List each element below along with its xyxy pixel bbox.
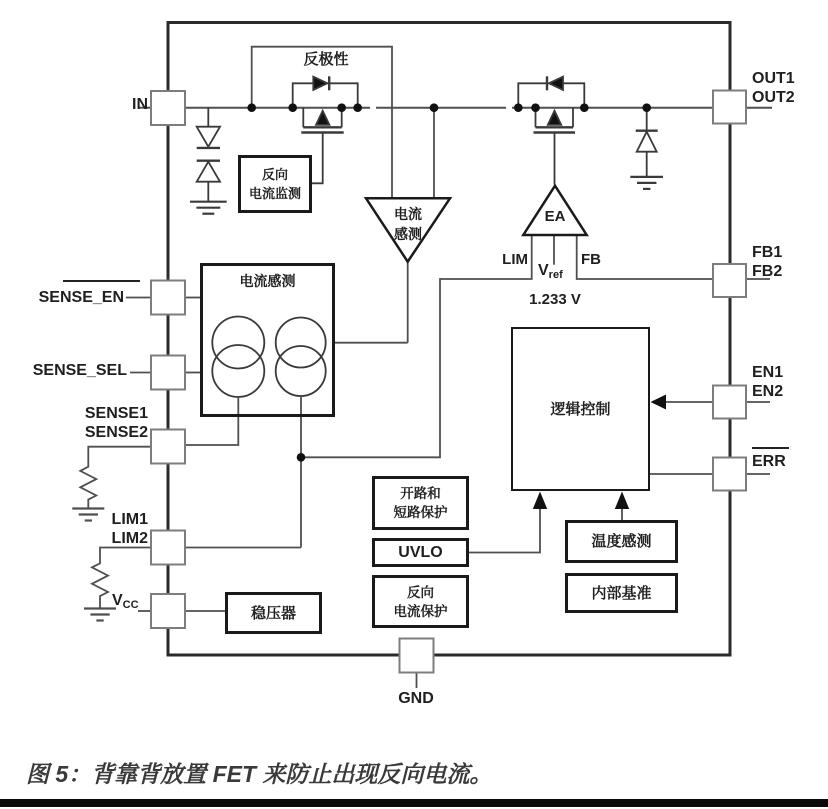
input-clamp-diodes: [190, 108, 227, 214]
pin-sense-sel-square: [151, 356, 185, 390]
pin-label-out: OUT1 OUT2: [752, 70, 795, 106]
ea-lim-label: LIM: [502, 251, 528, 268]
current-sense-box: [200, 263, 335, 417]
pin-label-in: IN: [132, 96, 148, 113]
block-label: 温度感测: [591, 533, 652, 550]
reverse-current-protection-box: [372, 575, 469, 628]
pin-label-gnd: GND: [398, 690, 434, 707]
pin-sense-square: [151, 430, 185, 464]
pin-label-fb: FB1 FB2: [752, 244, 783, 280]
diode-up-symbol: [637, 132, 657, 152]
block-label: 电流保护: [393, 603, 448, 619]
ea-fb-label: FB: [581, 251, 601, 268]
reverse-current-monitor-box: [238, 155, 312, 213]
fet2-body-diode: [549, 77, 563, 90]
temp-arrowhead: [615, 492, 629, 510]
vref-value-label: 1.233 V: [529, 291, 581, 308]
fet1-body-diode: [313, 77, 327, 90]
reverse-polarity-label: 反极性: [303, 51, 349, 68]
figure-caption: 图 5：背靠背放置 FET 来防止出现反向电流。: [26, 761, 493, 787]
diode-up-symbol: [197, 162, 220, 182]
fet1-arrow: [316, 111, 329, 125]
regulator-box: [225, 592, 322, 634]
error-amp-label: EA: [544, 208, 566, 225]
current-sense-outputs: [185, 396, 301, 548]
current-sense-amp-label: 电流 感测: [394, 206, 422, 242]
block-label: 反向: [261, 167, 288, 182]
pin-lim-square: [151, 531, 185, 565]
sense-resistor: [80, 447, 151, 509]
block-label: 电流感测: [239, 273, 296, 289]
pin-label-sense: SENSE1 SENSE2: [84, 405, 148, 441]
internal-reference-box: [565, 573, 678, 613]
en-arrowhead: [651, 395, 667, 410]
fet2-arrow: [548, 111, 561, 125]
open-short-protection-box: [372, 476, 469, 530]
sense-en-overline: [63, 280, 140, 282]
pin-en-square: [713, 386, 746, 419]
logic-control-box: [511, 327, 650, 491]
diode-down-symbol: [197, 127, 220, 147]
block-label: 短路保护: [393, 505, 448, 520]
pin-label-lim: LIM1 LIM2: [111, 511, 148, 547]
pin-out-square: [713, 91, 746, 124]
block-label: 电流监测: [248, 186, 301, 201]
block-label: 反向: [407, 584, 434, 600]
block-label: 稳压器: [250, 604, 296, 622]
pin-label-en: EN1 EN2: [752, 364, 784, 400]
fet2-symbol: [518, 76, 584, 184]
pin-label-vcc: $V_{CC}$: [112, 592, 139, 611]
pin-label-err: ERR: [752, 453, 786, 470]
pin-err-square: [713, 458, 746, 491]
err-overline: [752, 447, 789, 449]
pin-gnd-square: [400, 639, 434, 673]
block-label: 开路和: [400, 486, 441, 501]
pin-label-sense-sel: SENSE_SEL: [32, 362, 127, 379]
ea-vref-label: $V_{ref}$: [538, 262, 563, 281]
pin-fb-square: [713, 264, 746, 297]
block-label: 内部基准: [591, 584, 652, 602]
block-label: 逻辑控制: [550, 400, 611, 418]
pin-in-square: [151, 91, 185, 125]
temp-sense-box: [565, 520, 678, 563]
uvlo-box: [372, 538, 469, 567]
uvlo-arrowhead: [533, 492, 547, 510]
pin-vcc-square: [151, 594, 185, 628]
bottom-divider: [0, 799, 828, 807]
pin-sense-en-square: [151, 281, 185, 315]
pin-label-sense-en: SENSE_EN: [38, 289, 124, 306]
block-label: UVLO: [398, 544, 443, 561]
output-clamp-diode: [630, 108, 663, 189]
